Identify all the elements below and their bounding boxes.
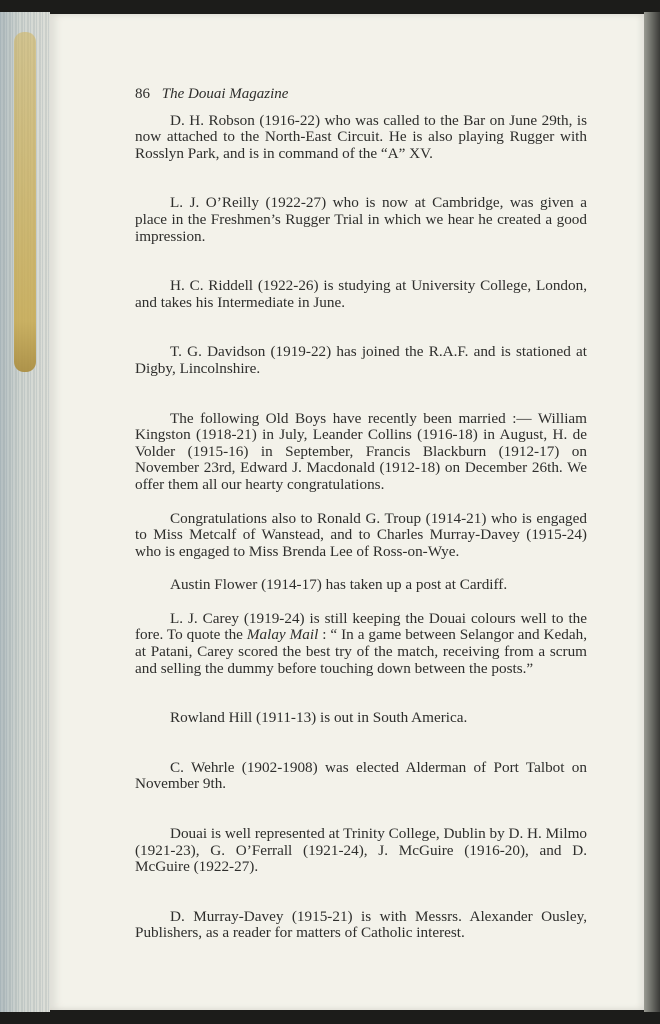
paragraph-engagements: Congratulations also to Ronald G. Troup (1914-21) who is engaged to Miss Metcalf of Wanstead, and to Charles Murray-Davey (1915-24) who is engaged to Miss Brenda Lee of Ross-on-Wye. xyxy=(135,509,587,560)
carey-text-before: L. J. Carey (1919-24) is still keeping the Douai colours well to the fore. To quote the xyxy=(135,609,587,644)
page-content xyxy=(135,86,587,975)
carey-text-after: : “ In a game between Selangor and Kedah, at Patani, Carey scored the best try of the match, receiving from a scrum and selling the dummy before touching down between the posts.” xyxy=(135,626,587,677)
page-number: 86 xyxy=(135,86,150,102)
carey-source: Malay Mail xyxy=(246,626,319,644)
paragraph-hill: Rowland Hill (1911-13) is out in South America. xyxy=(170,709,468,727)
page-stack-edge xyxy=(0,12,50,1012)
magazine-title: The Douai Magazine xyxy=(161,86,289,102)
paragraph-riddell: H. C. Riddell (1922-26) is studying at University College, London, and takes his Intermediate in June. xyxy=(135,277,587,311)
book-page xyxy=(50,14,644,1010)
paragraph-oreilly: L. J. O’Reilly (1922-27) who is now at Cambridge, was given a place in the Freshmen’s Rugger Trial in which we hear he created a good impression. xyxy=(135,194,587,245)
paragraph-wehrle: C. Wehrle (1902-1908) was elected Alderman of Port Talbot on November 9th. xyxy=(135,758,587,793)
paragraph-carey xyxy=(135,611,587,677)
facing-page-edge xyxy=(644,12,660,1012)
page-edge-stain xyxy=(14,32,36,372)
paragraph-trinity: Douai is well represented at Trinity College, Dublin by D. H. Milmo (1921-23), G. O’Ferrall (1921-24), J. McGuire (1916-20), and D. McGuire (1922-27). xyxy=(135,825,587,876)
running-header xyxy=(135,86,587,103)
paragraph-murray-davey: D. Murray-Davey (1915-21) is with Messrs. Alexander Ousley, Publishers, as a reader for matters of Catholic interest. xyxy=(135,907,587,942)
paragraph-robson: D. H. Robson (1916-22) who was called to the Bar on June 29th, is now attached to the North-East Circuit. He is also playing Rugger with Rosslyn Park, and is in command of the “A” XV. xyxy=(135,111,587,162)
paragraph-flower: Austin Flower (1914-17) has taken up a post at Cardiff. xyxy=(170,576,508,594)
paragraph-marriages: The following Old Boys have recently been married :— William Kingston (1918-21) in July, Leander Collins (1916-18) in August, H. de Volder (1915-16) in September, Francis Blackburn (1912-17) on November 23rd, Edward J. Macdonald (1912-18) on December 26th. We offer them all our hearty congratulations. xyxy=(135,409,587,493)
paragraph-davidson: T. G. Davidson (1919-22) has joined the R.A.F. and is stationed at Digby, Lincolnshire. xyxy=(135,343,587,377)
